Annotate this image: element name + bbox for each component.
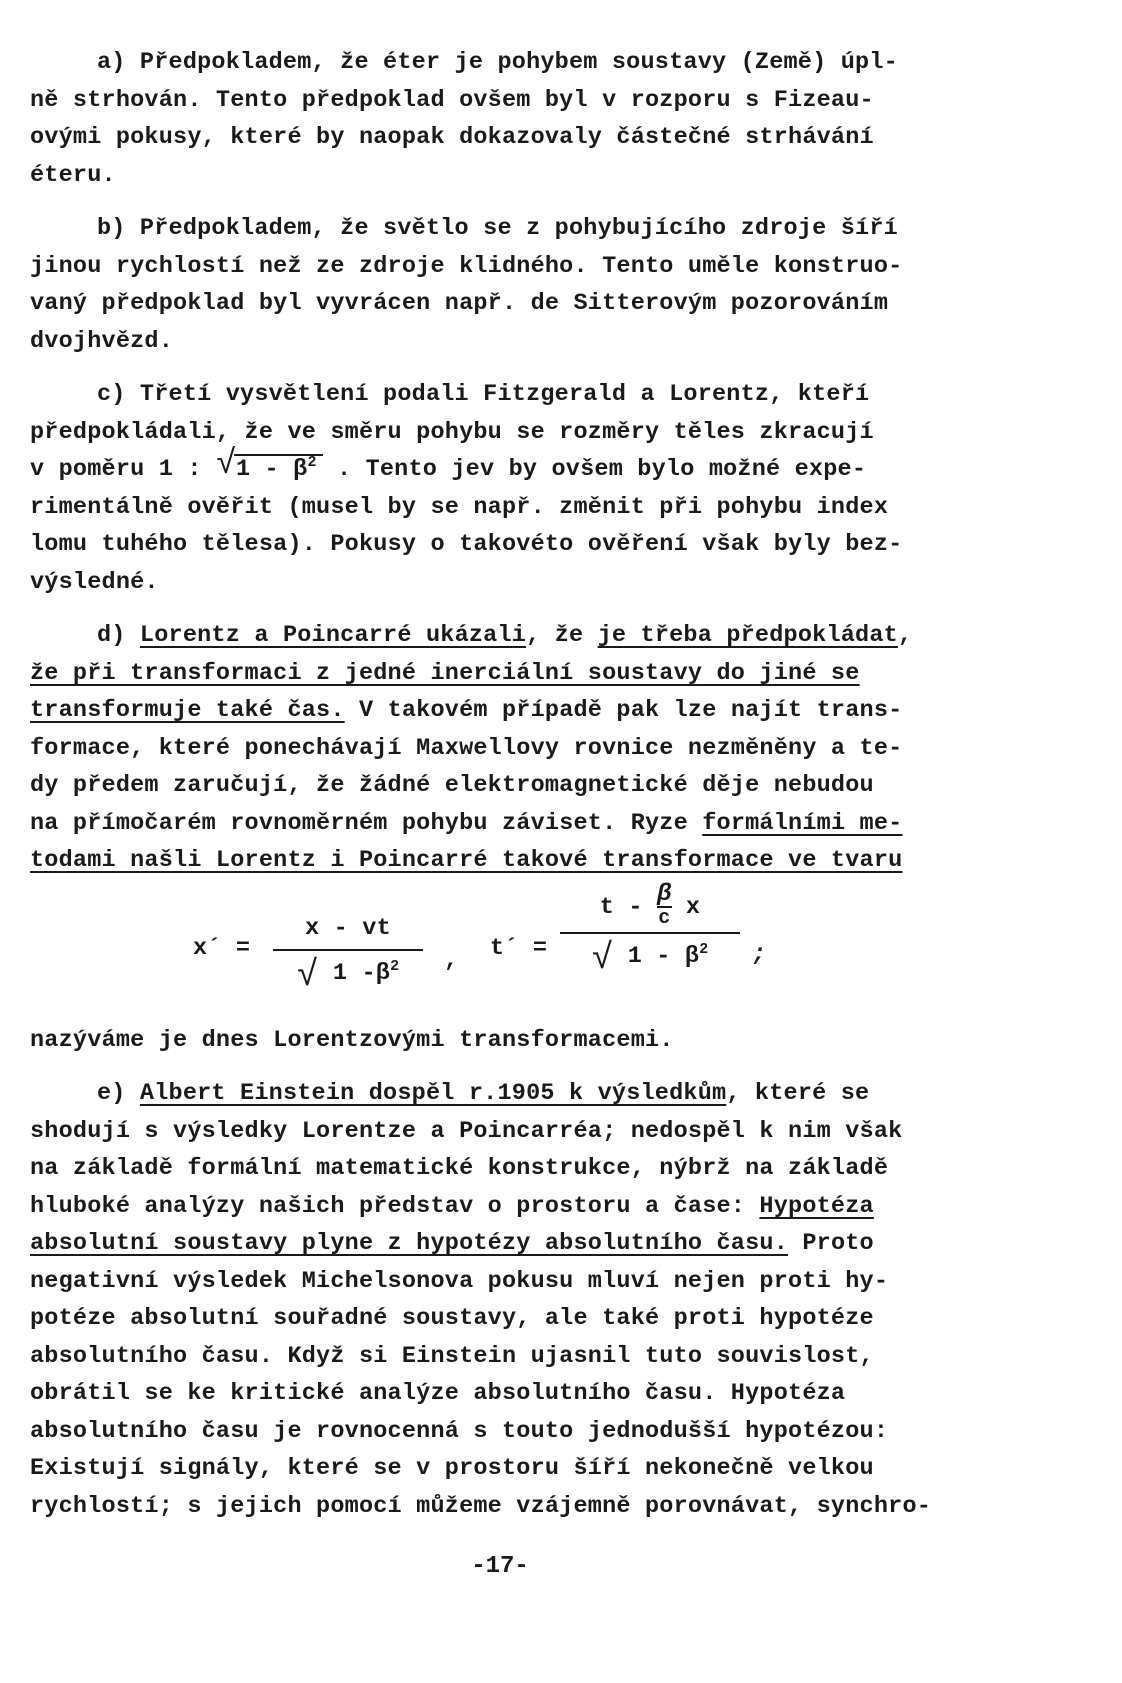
text-line: ně strhován. Tento předpoklad ovšem byl v rozporu s Fizeau-	[30, 86, 874, 114]
text-line: shodují s výsledky Lorentze a Poincarréa; nedospěl k nim však	[30, 1117, 903, 1145]
mini-fraction-denominator: c	[658, 906, 671, 930]
underlined-text: transformuje také čas.	[30, 697, 345, 724]
text-line: b) Předpokladem, že světlo se z pohybujícího zdroje šíří	[97, 215, 898, 242]
text-line: vaný předpoklad byl vyvrácen např. de Sitterovým pozorováním	[30, 290, 889, 317]
text-line	[30, 1225, 992, 1263]
underlined-text: Albert Einstein dospěl r.1905 k výsledkům	[139, 1080, 727, 1107]
formula-t-lhs: t´ =	[490, 934, 562, 962]
text-line: potéze absolutní souřadné soustavy, ale také proti hypotéze	[30, 1305, 874, 1332]
fraction-bar	[273, 949, 423, 951]
text-line: rychlostí; s jejich pomocí můžeme vzájemně porovnávat, synchro-	[30, 1492, 932, 1520]
text-line	[30, 842, 992, 880]
paragraph-c	[30, 376, 992, 601]
formula-comma: ,	[444, 946, 459, 974]
mini-fraction-numerator: β	[657, 880, 672, 908]
text-segment: hluboké analýzy našich představ o prostoru a čase:	[30, 1192, 760, 1220]
paragraph-b	[30, 210, 992, 360]
exponent: 2	[699, 940, 709, 958]
text-segment: V takovém případě pak lze najít trans-	[344, 697, 903, 724]
fraction-denominator	[273, 955, 423, 995]
text-line	[30, 655, 992, 693]
text-line: dvojhvězd.	[30, 327, 174, 355]
exponent: 2	[307, 454, 317, 472]
underlined-text: že při transformaci z jedné inerciální soustavy do jiné se	[30, 659, 860, 687]
fraction-numerator	[560, 880, 740, 930]
fraction-bar	[560, 932, 740, 934]
text-line: předpokládali, že ve směru pohybu se rozměry těles zkracují	[30, 418, 874, 446]
radical-sign-icon: √	[296, 955, 319, 996]
underlined-text: todami našli Lorentz i Poincarré takové transformace ve tvaru	[30, 847, 903, 874]
text-line: výsledné.	[30, 568, 159, 596]
text-line: a) Předpokladem, že éter je pohybem soustavy (Země) úpl-	[97, 49, 898, 76]
text-segment: e)	[97, 1080, 140, 1107]
text-line: dy předem zaručují, že žádné elektromagnetické děje nebudou	[30, 772, 874, 799]
text-segment: v poměru 1 :	[30, 456, 216, 483]
text-line	[30, 617, 992, 655]
text-line: na základě formální matematické konstrukce, nýbrž na základě	[30, 1155, 889, 1182]
document-page	[30, 44, 992, 1541]
text-line-with-root	[30, 446, 992, 489]
text-line: formace, které ponechávají Maxwellovy rovnice nezměněny a te-	[30, 734, 903, 762]
text-segment: . Tento jev by ovšem bylo možné expe-	[322, 456, 867, 483]
text-line	[30, 1188, 992, 1226]
underlined-text: formálními me-	[702, 809, 903, 837]
after-formula-text	[30, 1022, 992, 1060]
text-line: Existují signály, které se v prostoru šíří nekonečně velkou	[30, 1455, 874, 1482]
formula-semicolon: ;	[752, 940, 767, 968]
fraction-x	[273, 910, 423, 995]
text-line: lomu tuhého tělesa). Pokusy o takovéto ověření však byly bez-	[30, 531, 903, 558]
text-segment: Proto	[788, 1230, 874, 1257]
text-line: nazýváme je dnes Lorentzovými transformacemi.	[30, 1026, 674, 1054]
root-expression: 1 - β	[627, 942, 700, 970]
paragraph-e	[30, 1075, 992, 1525]
text-segment: , které se	[726, 1080, 870, 1107]
root-expression: 1 - β	[235, 456, 308, 483]
underlined-text: Lorentz a Poincarré ukázali	[139, 622, 527, 649]
text-line: absolutního času. Když si Einstein ujasnil tuto souvislost,	[30, 1342, 874, 1370]
text-line: rimentálně ověřit (musel by se např. změnit při pohybu index	[30, 493, 889, 521]
text-segment: , že	[526, 622, 598, 649]
lorentz-transformation-formula	[30, 880, 992, 1014]
text-line: obrátil se ke kritické analýze absolutního času. Hypotéza	[30, 1380, 846, 1407]
underlined-text: je třeba předpokládat	[597, 622, 898, 649]
text-segment: ,	[897, 622, 913, 649]
formula-x-lhs: x´ =	[193, 934, 265, 962]
text-line: éteru.	[30, 161, 116, 189]
fraction-numerator: x - vt	[305, 914, 391, 942]
beta-over-c	[657, 880, 672, 930]
paragraph-d	[30, 617, 992, 880]
text-line: absolutního času je rovnocenná s touto jednodušší hypotézou:	[30, 1417, 889, 1445]
underlined-text: Hypotéza	[759, 1192, 874, 1220]
radical-sign-icon: √	[215, 446, 237, 484]
text-line	[30, 1075, 992, 1113]
text-line: jinou rychlostí než ze zdroje klidného. Tento uměle konstruo-	[30, 252, 903, 280]
text-line	[30, 805, 992, 843]
fraction-denominator	[560, 938, 740, 978]
text-line: negativní výsledek Michelsonova pokusu mluví nejen proti hy-	[30, 1267, 889, 1295]
text-segment: x	[671, 893, 701, 921]
root-expression: 1 -β	[332, 960, 391, 987]
exponent: 2	[390, 958, 400, 976]
text-segment: t -	[599, 893, 657, 921]
page-number: -17-	[471, 1553, 529, 1580]
radical-sign-icon: √	[591, 937, 614, 979]
square-root	[215, 446, 323, 489]
underlined-text: absolutní soustavy plyne z hypotézy absolutního času.	[30, 1230, 789, 1257]
text-line	[30, 692, 992, 730]
fraction-t	[560, 880, 740, 979]
text-segment: d)	[97, 622, 140, 649]
text-line: c) Třetí vysvětlení podali Fitzgerald a Lorentz, kteří	[97, 381, 870, 408]
text-segment: na přímočarém rovnoměrném pohybu záviset. Ryze	[30, 809, 703, 837]
paragraph-a	[30, 44, 992, 194]
text-line: ovými pokusy, které by naopak dokazovaly částečné strhávání	[30, 124, 874, 151]
